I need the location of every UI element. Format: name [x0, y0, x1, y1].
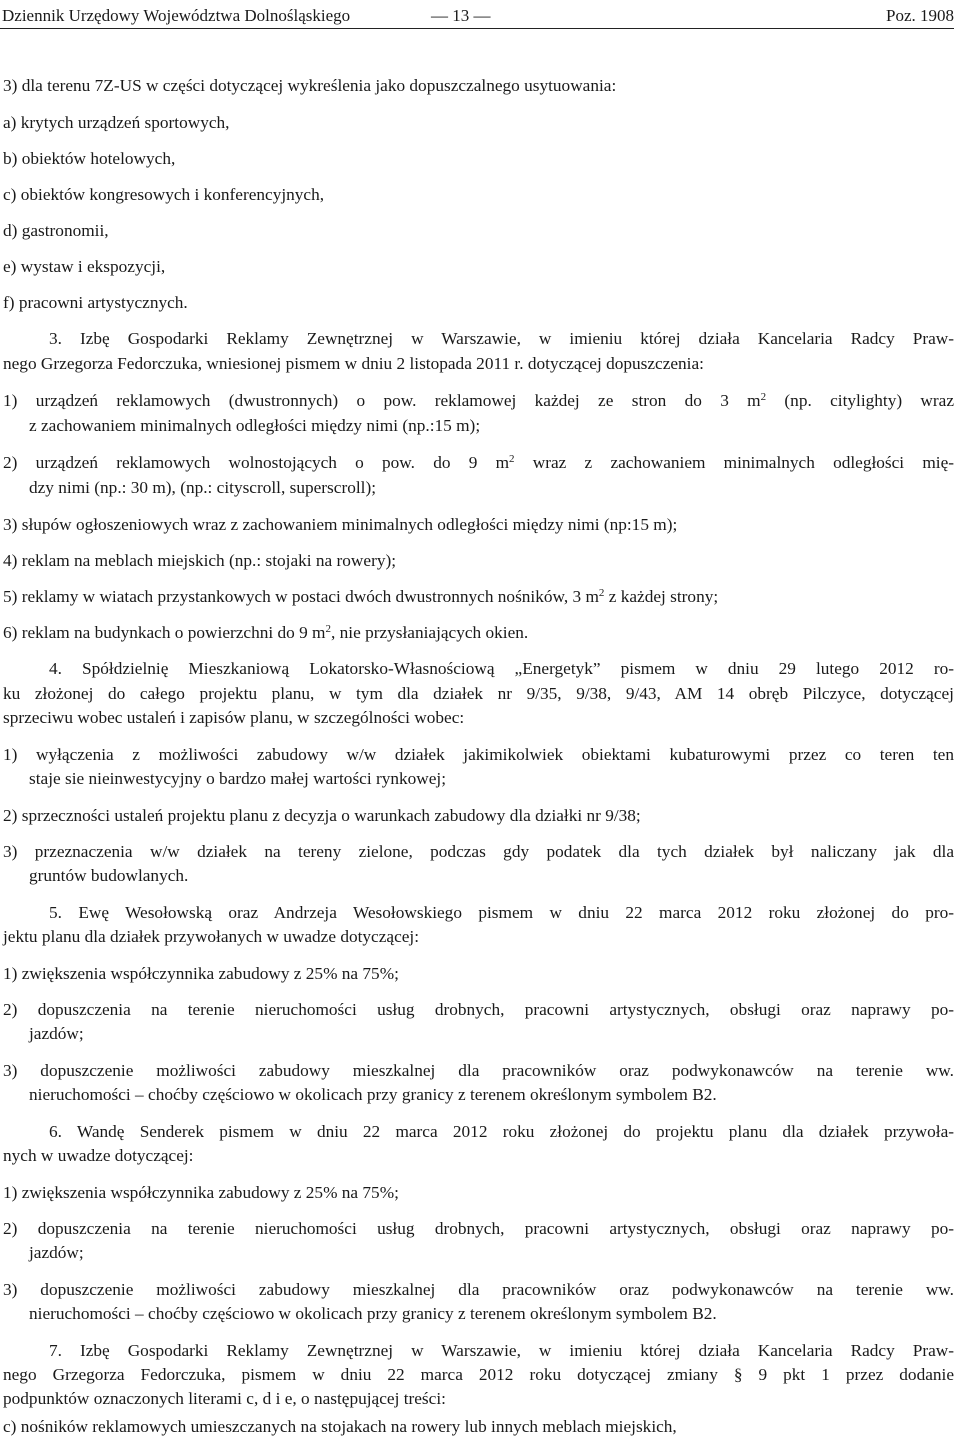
text-line: 4. Spółdzielnię Mieszkaniową Lokatorsko-Własnościową „Energetyk” pismem w dniu 29 lutego 2012 ro- [49, 659, 954, 678]
list-item: 2) sprzeczności ustaleń projektu planu z decyzja o warunkach zabudowy dla działki nr 9/38; [3, 806, 641, 825]
text-line: nych w uwadze dotyczącej: [3, 1146, 194, 1165]
text-line: jektu planu dla działek przywołanych w uwadze dotyczącej: [3, 927, 420, 946]
list-item: c) nośników reklamowych umieszczanych na stojakach na rowery lub innych meblach miejskich, [3, 1417, 677, 1436]
list-item-continuation: jazdów; [29, 1024, 84, 1043]
page-header [0, 2, 954, 29]
list-item: e) wystaw i ekspozycji, [3, 257, 166, 276]
list-item: 3) przeznaczenia w/w działek na tereny zielone, podczas gdy podatek dla tych działek był naliczany jak dla [3, 842, 954, 861]
list-item: d) gastronomii, [3, 221, 109, 240]
text-segment: 6) reklam na budynkach o powierzchni do 9 m [3, 623, 326, 642]
list-item: a) krytych urządzeń sportowych, [3, 113, 230, 132]
text-segment: (np. citylighty) wraz [766, 391, 954, 410]
list-item-continuation: jazdów; [29, 1243, 84, 1262]
superscript: 2 [325, 623, 331, 635]
list-item: 1) zwiększenia współczynnika zabudowy z 25% na 75%; [3, 1183, 399, 1202]
list-item-continuation: z zachowaniem minimalnych odległości między nimi (np.:15 m); [29, 416, 481, 435]
superscript: 2 [760, 391, 767, 403]
text-segment: 5) reklamy w wiatach przystankowych w postaci dwóch dwustronnych nośników, 3 m [3, 587, 599, 606]
list-item: 3) dopuszczenie możliwości zabudowy mieszkalnej dla pracowników oraz podwykonawców na terenie ww. [3, 1061, 954, 1080]
text-line: 7. Izbę Gospodarki Reklamy Zewnętrznej w Warszawie, w imieniu której działa Kancelaria Radcy Praw- [49, 1341, 954, 1360]
list-item [3, 585, 954, 610]
position-number: Poz. 1908 [886, 6, 954, 25]
text-line: sprzeciwu wobec ustaleń i zapisów planu, w szczególności wobec: [3, 708, 465, 727]
list-item-continuation: nieruchomości – choćby częściowo w okolicach przy granicy z terenem określonym symbolem B2. [29, 1085, 717, 1104]
list-item: f) pracowni artystycznych. [3, 293, 188, 312]
list-item: b) obiektów hotelowych, [3, 149, 176, 168]
list-item-continuation: staje sie nieinwestycyjny o bardzo małej wartości rynkowej; [29, 769, 447, 788]
text-line: nego Grzegorza Fedorczuka, wniesionej pismem w dniu 2 listopada 2011 r. dotyczącej dopuszczenia: [3, 354, 704, 373]
list-item: 2) dopuszczenia na terenie nieruchomości usług drobnych, pracowni artystycznych, obsługi oraz naprawy po- [3, 1000, 954, 1019]
list-item: 2) dopuszczenia na terenie nieruchomości usług drobnych, pracowni artystycznych, obsługi oraz naprawy po- [3, 1219, 954, 1238]
list-item-continuation: nieruchomości – choćby częściowo w okolicach przy granicy z terenem określonym symbolem B2. [29, 1304, 717, 1323]
text-line: ku złożonej do całego projektu planu, w tym dla działek nr 9/35, 9/38, 9/43, AM 14 obręb Pilczyce, dotyczącej [3, 684, 954, 703]
list-item: 1) zwiększenia współczynnika zabudowy z 25% na 75%; [3, 964, 399, 983]
list-item [3, 389, 954, 414]
text-line: nego Grzegorza Fedorczuka, pismem w dniu 22 marca 2012 roku dotyczącej zmiany § 9 pkt 1 przez dodanie [3, 1365, 954, 1384]
text-segment: z każdej strony; [604, 587, 719, 606]
text-line: 3) dla terenu 7Z-US w części dotyczącej wykreślenia jako dopuszczalnego usytuowania: [3, 76, 617, 95]
text-line: 6. Wandę Senderek pismem w dniu 22 marca 2012 roku złożonej do projektu planu dla działek przywoła- [49, 1122, 954, 1141]
list-item-continuation: dzy nimi (np.: 30 m), (np.: cityscroll, superscroll); [29, 478, 377, 497]
list-item: c) obiektów kongresowych i konferencyjnych, [3, 185, 325, 204]
text-line: 5. Ewę Wesołowską oraz Andrzeja Wesołowskiego pismem w dniu 22 marca 2012 roku złożonej do pro- [49, 903, 954, 922]
list-item: 3) słupów ogłoszeniowych wraz z zachowaniem minimalnych odległości między nimi (np:15 m); [3, 515, 678, 534]
text-segment: 1) urządzeń reklamowych (dwustronnych) o pow. reklamowej każdej ze stron do 3 m [3, 391, 761, 410]
list-item [3, 621, 954, 646]
list-item: 1) wyłączenia z możliwości zabudowy w/w działek jakimikolwiek obiektami kubaturowymi przez co teren ten [3, 745, 954, 764]
list-item [3, 451, 954, 476]
text-segment: 2) urządzeń reklamowych wolnostojących o pow. do 9 m [3, 453, 510, 472]
text-line: 3. Izbę Gospodarki Reklamy Zewnętrznej w Warszawie, w imieniu której działa Kancelaria Radcy Praw- [49, 329, 954, 348]
text-segment: , nie przysłaniających okien. [331, 623, 529, 642]
superscript: 2 [598, 587, 605, 599]
text-line: podpunktów oznaczonych literami c, d i e, o następującej treści: [3, 1389, 446, 1408]
journal-title: Dziennik Urzędowy Województwa Dolnośląskiego [2, 6, 351, 25]
list-item: 4) reklam na meblach miejskich (np.: stojaki na rowery); [3, 551, 397, 570]
list-item-continuation: gruntów budowlanych. [29, 866, 189, 885]
superscript: 2 [509, 453, 515, 465]
list-item: 3) dopuszczenie możliwości zabudowy mieszkalnej dla pracowników oraz podwykonawców na terenie ww. [3, 1280, 954, 1299]
text-segment: wraz z zachowaniem minimalnych odległości mię- [514, 453, 955, 472]
page-number: — 13 — [431, 6, 491, 25]
